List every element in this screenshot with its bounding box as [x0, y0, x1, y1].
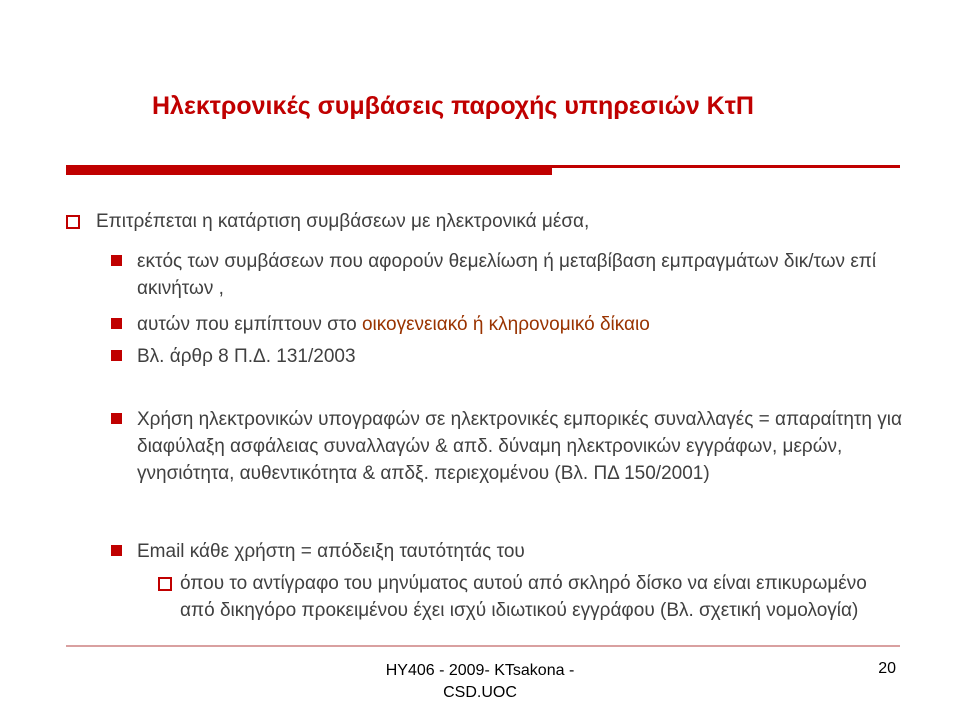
intro-text: Επιτρέπεται η κατάρτιση συμβάσεων με ηλεκτρονικά μέσα,: [96, 211, 590, 232]
title-underline-accent: [66, 165, 552, 175]
square-bullet-icon: [111, 318, 122, 329]
exception-2-label: αυτών που εμπίπτουν στο: [137, 314, 362, 335]
page-number: 20: [878, 660, 896, 677]
footer-course: HY406 - 2009- KTsakona - CSD.UOC: [385, 662, 575, 701]
footer-divider: [66, 645, 900, 647]
slide-title: Ηλεκτρονικές συμβάσεις παροχής υπηρεσιών ΚτΠ: [152, 92, 754, 120]
esign-text: Χρήση ηλεκτρονικών υπογραφών σε ηλεκτρονικές εμπορικές συναλλαγές = απαραίτητη για διαφύλαξη ασφάλειας συναλλαγών & απδ. δύναμη ηλεκτρονικών εγγράφων, μερών, γνησιότητα, αυθεντικότητα & απδξ. περιεχομένου (Βλ. ΠΔ 150/2001): [137, 409, 902, 484]
email-text: Email κάθε χρήστη = απόδειξη ταυτότητάς του: [137, 541, 525, 562]
square-bullet-icon: [111, 350, 122, 361]
reference-text: Βλ. άρθρ 8 Π.Δ. 131/2003: [137, 346, 356, 367]
exception-1-label: εκτός των συμβάσεων που αφορούν θεμελίωση ή μεταβίβαση εμπραγμάτων δικ/των επί ακινήτων ,: [137, 251, 877, 299]
email-sub-text: όπου το αντίγραφο του μηνύματος αυτού από σκληρό δίσκο να είναι επικυρωμένο από δικηγόρο προκειμένου έχει ισχύ ιδιωτικού εγγράφου (Βλ. σχετική νομολογία): [180, 573, 867, 621]
square-bullet-icon: [111, 255, 122, 266]
square-bullet-icon: [111, 545, 122, 556]
square-bullet-icon: [111, 413, 122, 424]
hollow-square-bullet-icon: [66, 215, 80, 229]
exception-1-text: [137, 248, 907, 302]
exception-2-text: [137, 311, 907, 338]
exception-2-highlight: οικογενειακό ή κληρονομικό δίκαιο: [361, 314, 650, 335]
hollow-square-bullet-icon: [158, 577, 172, 591]
